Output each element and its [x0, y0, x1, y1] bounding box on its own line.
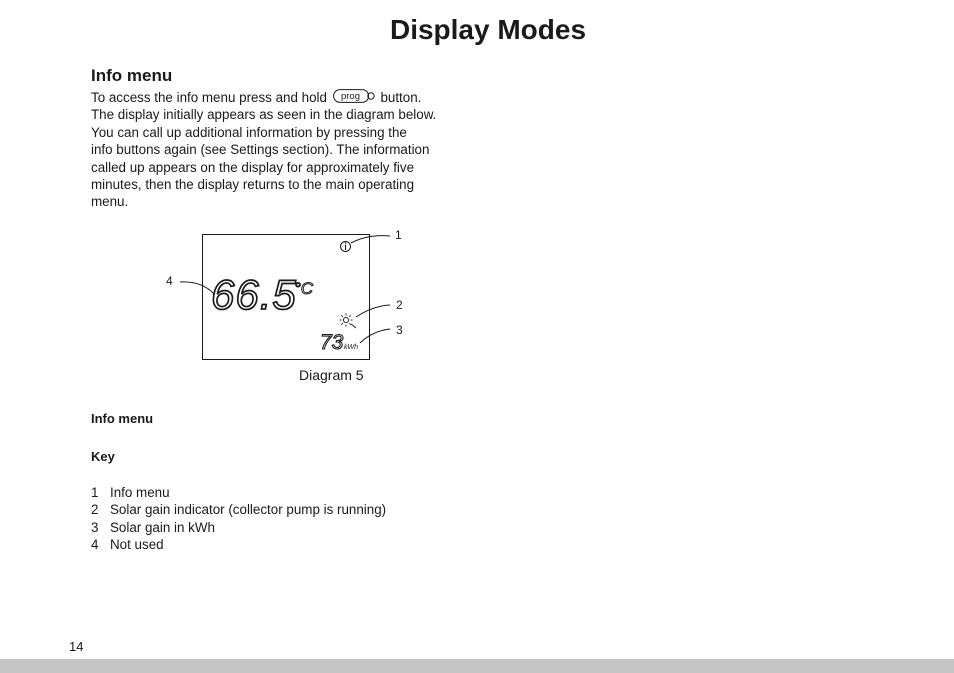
- list-item: [91, 501, 386, 518]
- list-item: [91, 519, 386, 536]
- intro-line: menu.: [91, 194, 129, 210]
- key-number: 1: [91, 485, 99, 500]
- intro-line-1: [91, 89, 476, 106]
- lcd-secondary-unit: kWh: [344, 344, 358, 351]
- prog-button-icon: [333, 89, 375, 103]
- callout-number-4: 4: [166, 274, 173, 288]
- lcd-temperature-unit: °C: [294, 279, 314, 298]
- footer-bar: [0, 659, 954, 673]
- intro-paragraph: [91, 89, 476, 211]
- key-text: Not used: [110, 537, 164, 553]
- lcd-display-diagram: [160, 224, 420, 369]
- key-number: 4: [91, 537, 99, 553]
- list-item: [91, 536, 386, 553]
- info-icon: [341, 242, 351, 252]
- intro-line: minutes, then the display returns to the main operating: [91, 177, 415, 193]
- solar-gain-icon: [340, 314, 357, 329]
- page-title: Display Modes: [389, 14, 587, 45]
- callout-line-3: [360, 329, 390, 343]
- callout-line-1: [351, 236, 390, 243]
- lcd-main-reading: 66.5: [211, 271, 297, 318]
- intro-line: called up appears on the display for approximately five: [91, 159, 415, 175]
- intro-line: You can call up additional information by pressing the: [91, 124, 407, 140]
- section-heading: Info menu: [91, 66, 173, 85]
- key-list: [91, 484, 386, 554]
- legend-key-heading: Key: [91, 449, 115, 464]
- key-text: Info menu: [110, 485, 170, 500]
- callout-number-2: 2: [396, 298, 403, 312]
- callout-line-4: [180, 282, 214, 294]
- page-number: 14: [69, 639, 84, 654]
- callout-number-3: 3: [396, 323, 403, 337]
- intro-line: The display initially appears as seen in the diagram below.: [91, 107, 437, 123]
- key-number: 3: [91, 519, 99, 535]
- prog-button-label: prog: [340, 91, 360, 103]
- intro-text-before-button: To access the info menu press and hold: [91, 90, 327, 105]
- intro-line: info buttons again (see Settings section). The information: [91, 142, 430, 158]
- intro-text-after-button: button.: [380, 90, 422, 105]
- list-item: [91, 484, 386, 501]
- key-text: Solar gain indicator (collector pump is running): [110, 502, 387, 518]
- key-number: 2: [91, 502, 99, 518]
- callout-line-2: [356, 305, 390, 317]
- callout-number-1: 1: [395, 228, 402, 242]
- diagram-caption: Diagram 5: [299, 367, 364, 383]
- lcd-secondary-reading: 73: [320, 331, 344, 354]
- key-text: Solar gain in kWh: [110, 519, 215, 535]
- legend-menu-heading: Info menu: [91, 411, 154, 426]
